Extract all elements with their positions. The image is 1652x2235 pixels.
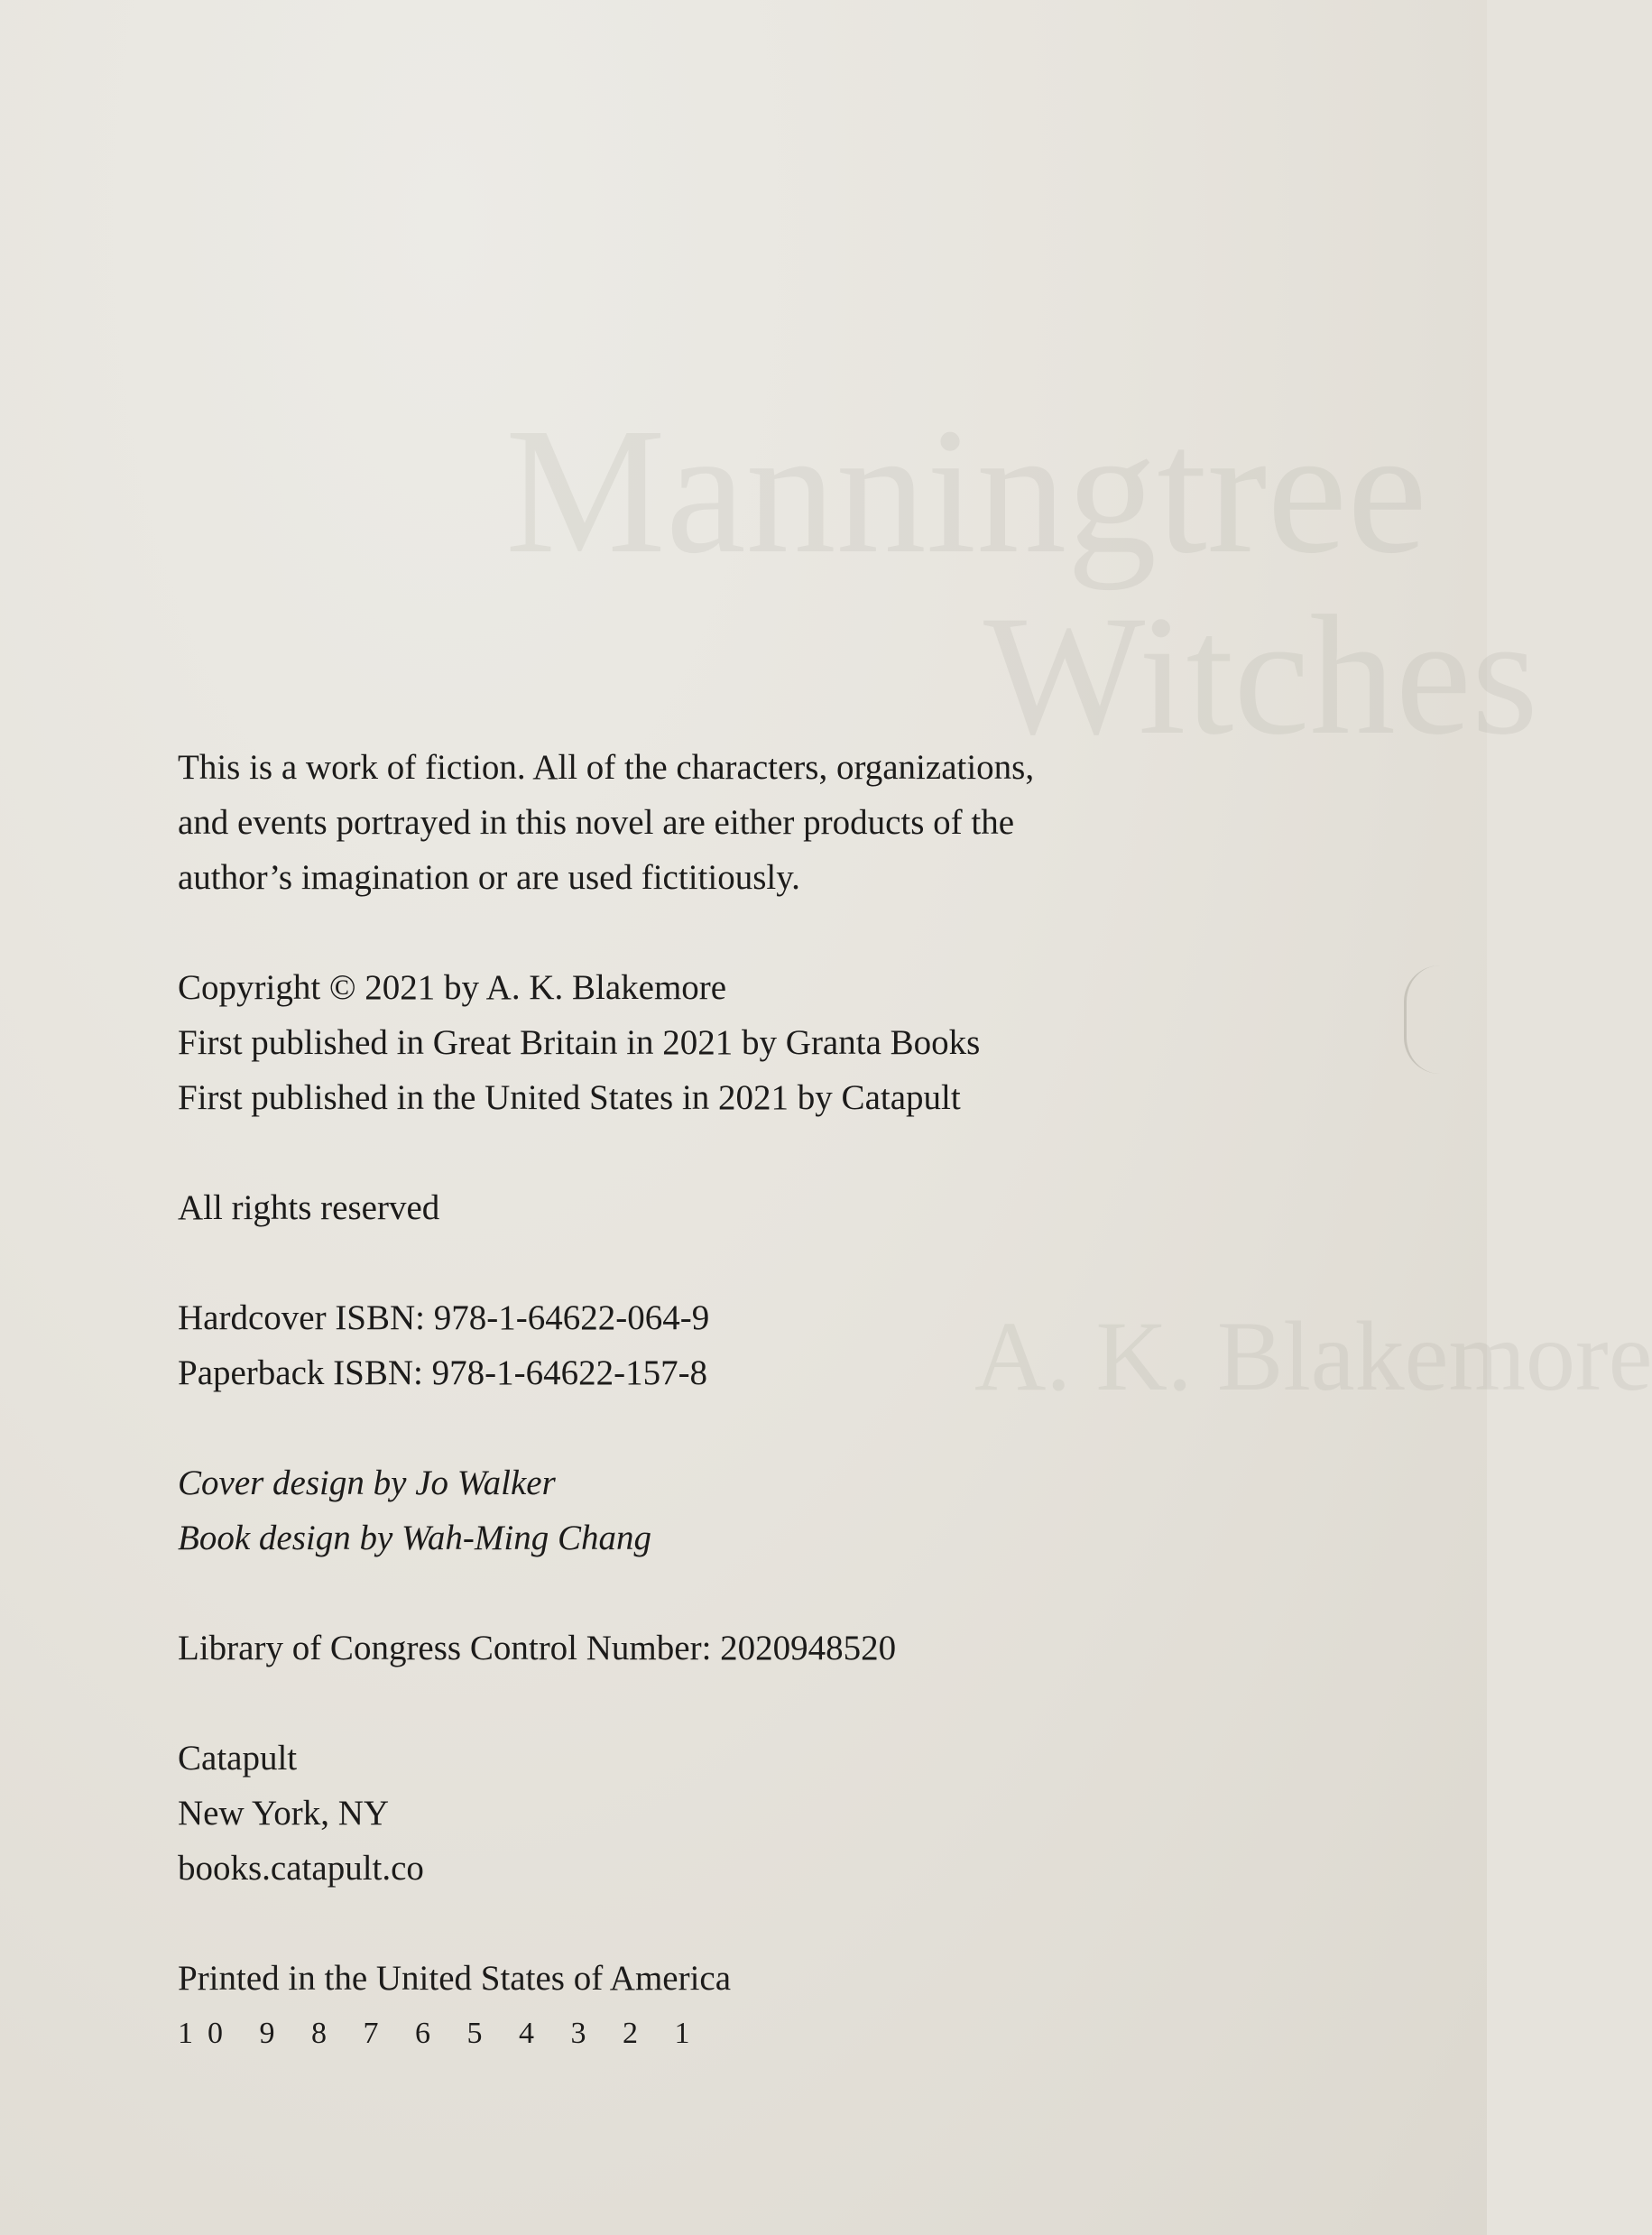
- paperback-isbn: Paperback ISBN: 978-1-64622-157-8: [178, 1353, 708, 1392]
- loc-control-number: Library of Congress Control Number: 2020948520: [178, 1629, 897, 1667]
- loc-block: [178, 1621, 1351, 1676]
- first-published-us: First published in the United States in 2021 by Catapult: [178, 1078, 961, 1117]
- rights-line: All rights reserved: [178, 1188, 440, 1227]
- copyright-text: [178, 740, 1351, 2116]
- design-credits: [178, 1455, 1351, 1565]
- printing-block: [178, 1951, 1351, 2061]
- hardcover-isbn: Hardcover ISBN: 978-1-64622-064-9: [178, 1298, 710, 1337]
- cover-design-credit: Cover design by Jo Walker: [178, 1464, 556, 1502]
- show-through-text: Witches: [983, 581, 1538, 771]
- first-published-uk: First published in Great Britain in 2021 by Granta Books: [178, 1023, 981, 1062]
- fiction-notice: [178, 740, 1351, 905]
- copyright-line: Copyright © 2021 by A. K. Blakemore: [178, 968, 727, 1007]
- show-through-text: Manningtree: [505, 392, 1427, 591]
- publisher-location: New York, NY: [178, 1794, 390, 1833]
- printed-in: Printed in the United States of America: [178, 1959, 732, 1998]
- book-design-credit: Book design by Wah-Ming Chang: [178, 1519, 651, 1557]
- notice-line: and events portrayed in this novel are either products of the: [178, 803, 1015, 842]
- rights-notice: [178, 1180, 1351, 1235]
- page-edge-mark: [1404, 965, 1443, 1074]
- printing-number-line: 10 9 8 7 6 5 4 3 2 1: [178, 2017, 705, 2050]
- isbn-block: [178, 1290, 1351, 1400]
- show-through-text: A. K. Blakemore: [974, 1301, 1652, 1411]
- publisher-website: books.catapult.co: [178, 1849, 424, 1888]
- publisher-block: [178, 1731, 1351, 1896]
- notice-line: author’s imagination or are used fictitiously.: [178, 858, 800, 897]
- notice-line: This is a work of fiction. All of the characters, organizations,: [178, 748, 1035, 787]
- publisher-name: Catapult: [178, 1739, 298, 1778]
- publication-info: [178, 960, 1351, 1125]
